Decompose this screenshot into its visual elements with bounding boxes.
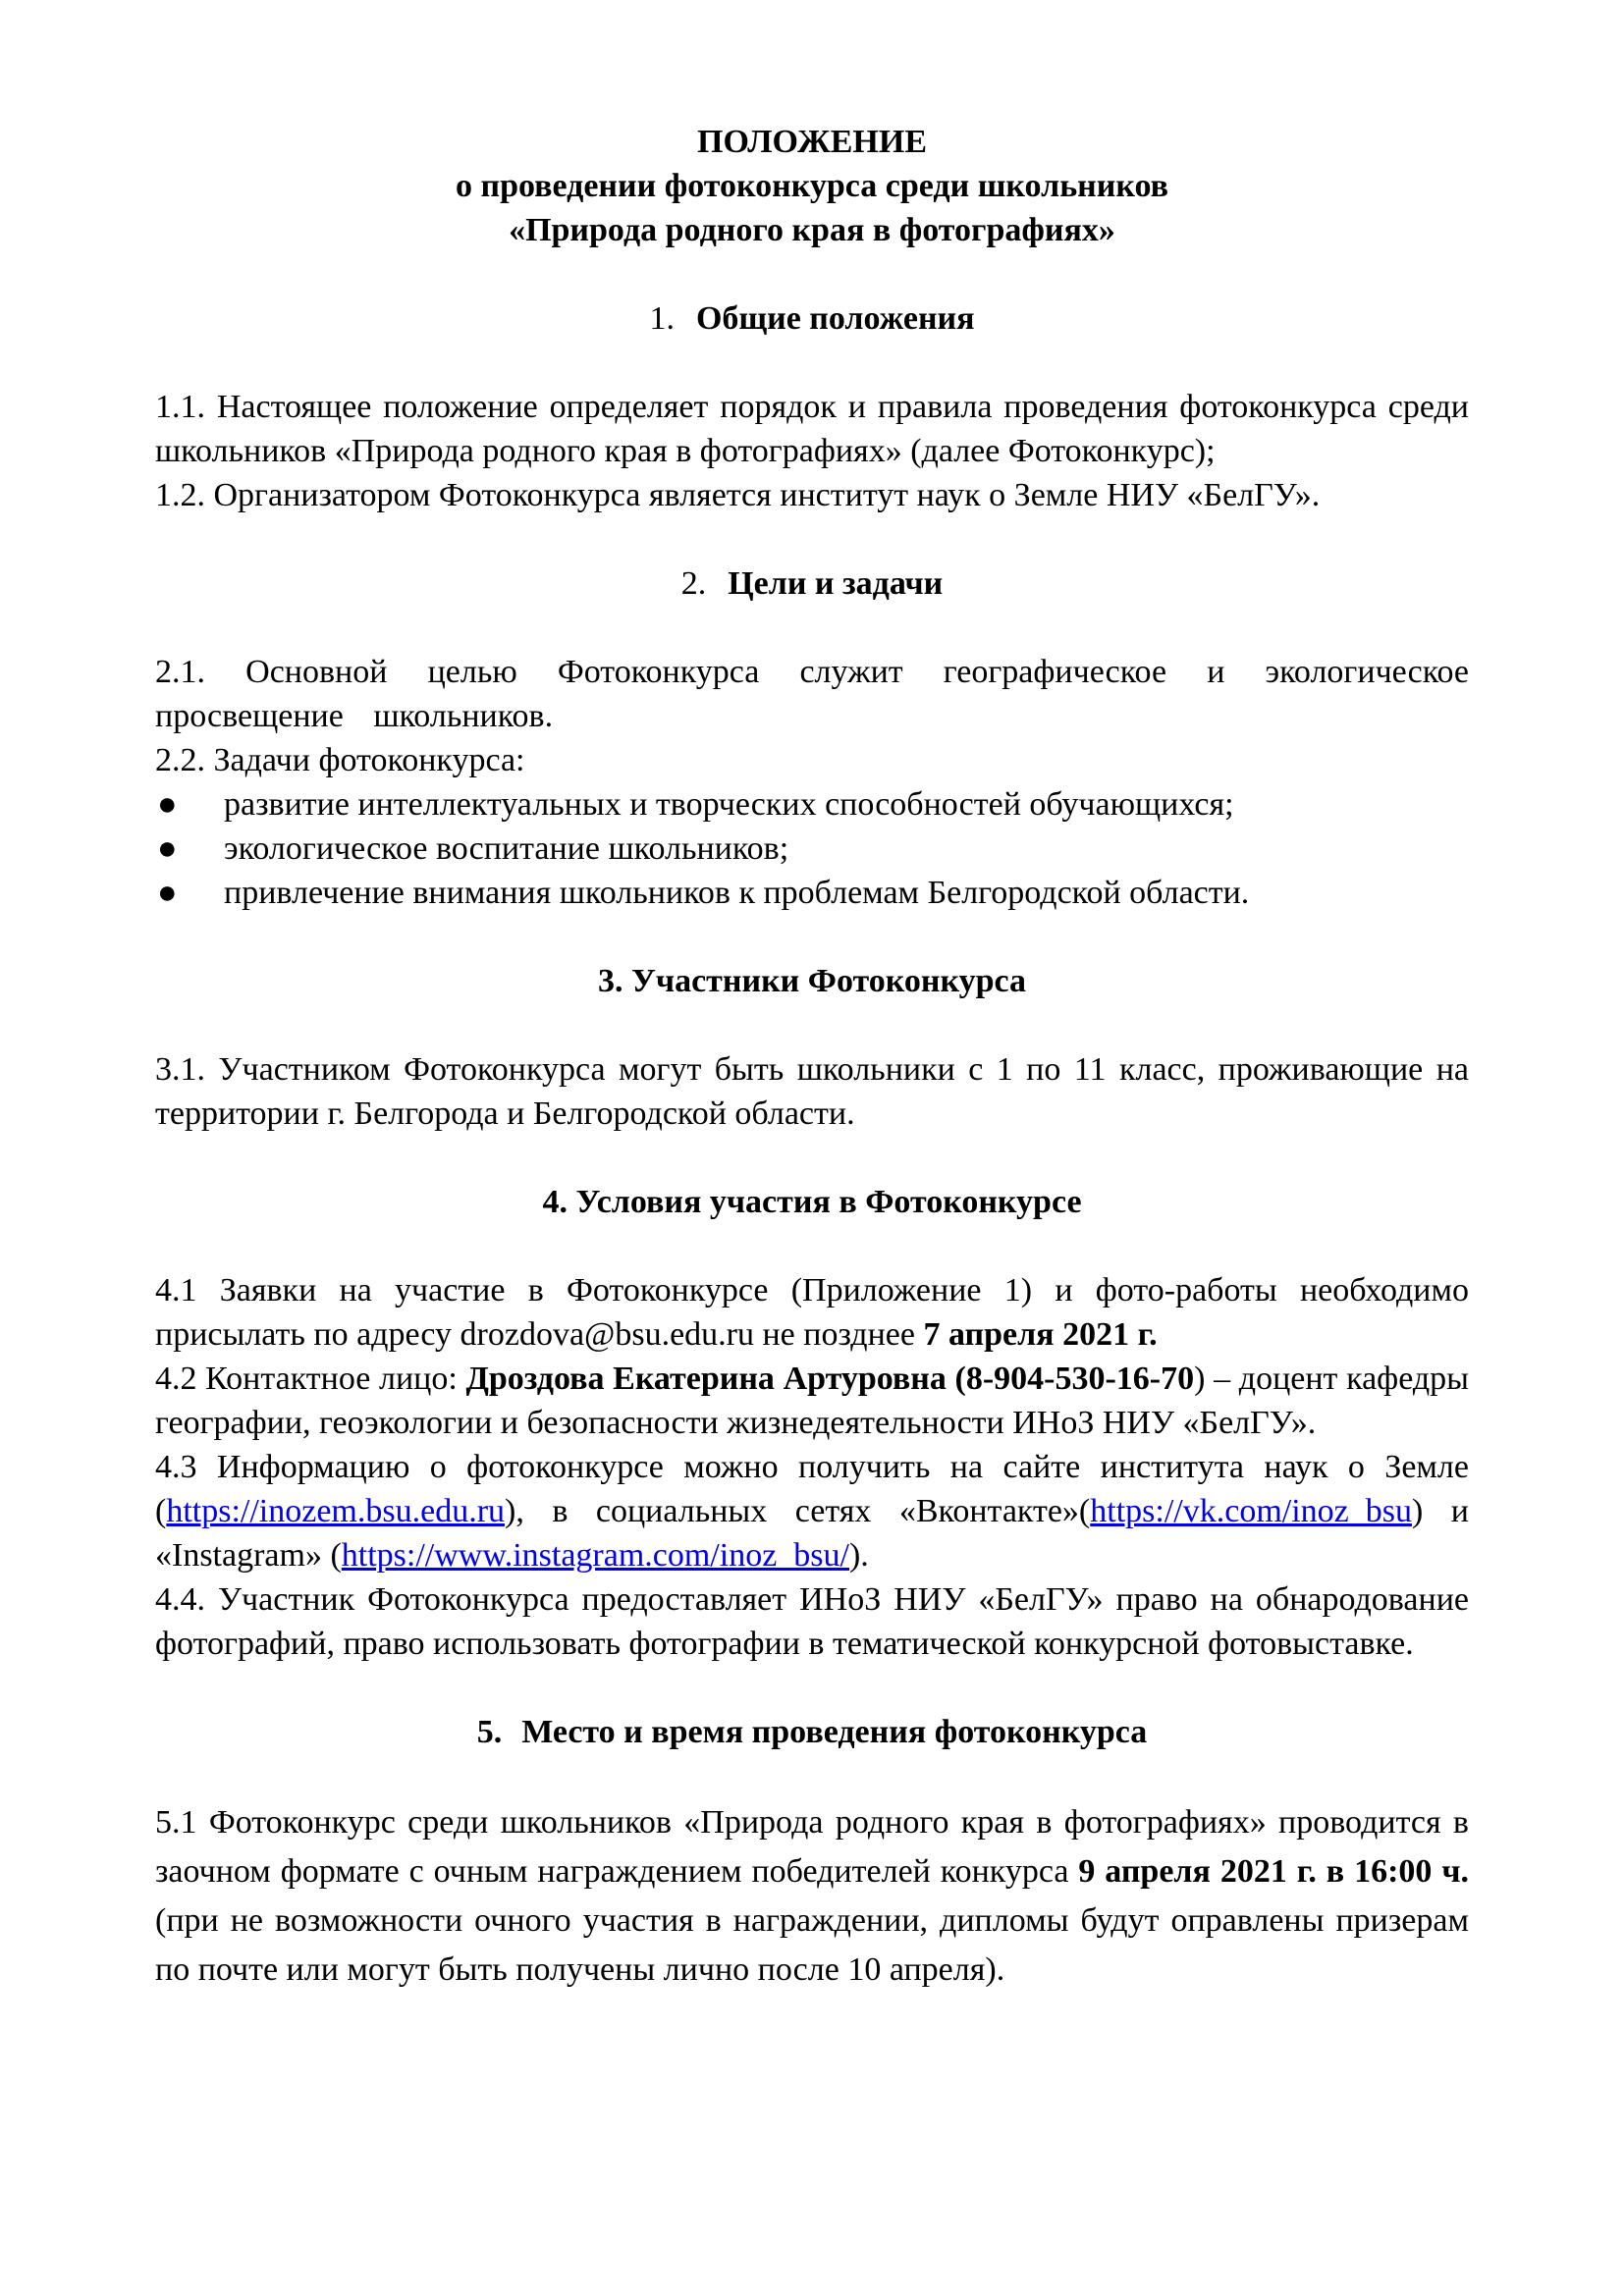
paragraph-5-1 (155, 1798, 1469, 1995)
info-text-c: ) и «Instagram» ( (155, 1493, 1469, 1574)
paragraph-3-1: 3.1. Участником Фотоконкурса могут быть школьники с 1 по 11 класс, проживающие на территории г. Белгорода и Белгородской области. (155, 1051, 1469, 1132)
document-page (155, 120, 1469, 1995)
section-5-title: Место и время проведения фотоконкурса (521, 1714, 1148, 1750)
contact-name-phone: Дроздова Екатерина Артуровна (8-904-530-16-70 (465, 1361, 1195, 1397)
title-line-1: ПОЛОЖЕНИЕ (697, 124, 927, 160)
info-text-d: ). (848, 1537, 869, 1574)
paragraph-5-1-text: 5.1 Фотоконкурс среди школьников «Природа родного края в фотографиях» проводится в заочном формате с очным награждением победителей конкурса (155, 1804, 1469, 1890)
bullet-icon: ● (157, 786, 178, 823)
section-5-heading (155, 1710, 1469, 1754)
section-2-number: 2. (680, 565, 707, 602)
list-item-text: привлечение внимания школьников к проблемам Белгородской области. (224, 875, 1250, 911)
section-2-title: Цели и задачи (728, 565, 944, 602)
bullet-icon: ● (157, 830, 178, 867)
contact-position: – доцент кафедры географии, геоэкологии и безопасности жизнедеятельности ИНоЗ НИУ «БелГУ». (155, 1361, 1469, 1441)
paragraph-4-1 (155, 1268, 1469, 1357)
paragraph-5-1-note: (при не возможности очного участия в награждении, дипломы будут оправлены призерам по почте или могут быть получены лично после 10 апреля). (155, 1902, 1469, 1988)
contact-label: 4.2 Контактное лицо: (155, 1361, 466, 1397)
award-date-time: 9 апреля 2021 г. в 16:00 ч. (1078, 1853, 1469, 1890)
list-item (155, 782, 1469, 827)
document-title (155, 120, 1469, 252)
info-text-b: ), в социальных сетях «Вконтакте»( (505, 1493, 1091, 1529)
inozem-link[interactable]: https://inozem.bsu.edu.ru (166, 1493, 506, 1529)
info-text-a: 4.3 Информацию о фотоконкурсе можно получить на сайте института наук о Земле ( (155, 1449, 1469, 1529)
list-item-text: развитие интеллектуальных и творческих способностей обучающихся; (224, 786, 1234, 823)
section-2-heading (155, 561, 1469, 606)
paragraph-4-1-text: 4.1 Заявки на участие в Фотоконкурсе (Приложение 1) и фото-работы необходимо присылать по адресу drozdova@bsu.edu.ru не позднее (155, 1272, 1469, 1353)
section-4-heading (155, 1180, 1469, 1224)
paragraph-1-2: 1.2. Организатором Фотоконкурса является институт наук о Земле НИУ «БелГУ». (155, 477, 1321, 513)
contact-paren: ) (1194, 1361, 1206, 1397)
tasks-list (155, 782, 1469, 915)
section-3-title: 3. Участники Фотоконкурса (597, 963, 1027, 999)
section-5-number: 5. (476, 1714, 503, 1750)
paragraph-1-1: 1.1. Настоящее положение определяет порядок и правила проведения фотоконкурса среди школьников «Природа родного края в фотографиях» (далее Фотоконкурс); (155, 389, 1469, 469)
vk-link[interactable]: https://vk.com/inoz_bsu (1090, 1493, 1412, 1529)
bullet-icon: ● (157, 875, 178, 911)
deadline-date: 7 апреля 2021 г. (923, 1316, 1158, 1353)
section-1-number: 1. (649, 300, 675, 337)
title-line-3: «Природа родного края в фотографиях» (509, 212, 1115, 248)
paragraph-2-2: 2.2. Задачи фотоконкурса: (155, 742, 525, 778)
instagram-link[interactable]: https://www.instagram.com/inoz_bsu/ (341, 1537, 849, 1574)
list-item-text: экологическое воспитание школьников; (224, 830, 789, 867)
title-line-2: о проведении фотоконкурса среди школьников (455, 168, 1169, 204)
section-1-heading (155, 296, 1469, 341)
list-item (155, 827, 1469, 871)
list-item (155, 871, 1469, 915)
paragraph-4-4: 4.4. Участник Фотоконкурса предоставляет ИНоЗ НИУ «БелГУ» право на обнародование фотографий, право использовать фотографии в тематической конкурсной фотовыставке. (155, 1581, 1469, 1662)
section-3-heading (155, 959, 1469, 1003)
section-1-title: Общие положения (695, 300, 975, 337)
paragraph-4-2 (155, 1357, 1469, 1445)
paragraph-4-3 (155, 1445, 1469, 1577)
paragraph-2-1: 2.1. Основной целью Фотоконкурса служит географическое и экологическое просвещение школьников. (155, 654, 1469, 734)
section-4-title: 4. Условия участия в Фотоконкурсе (542, 1184, 1082, 1220)
